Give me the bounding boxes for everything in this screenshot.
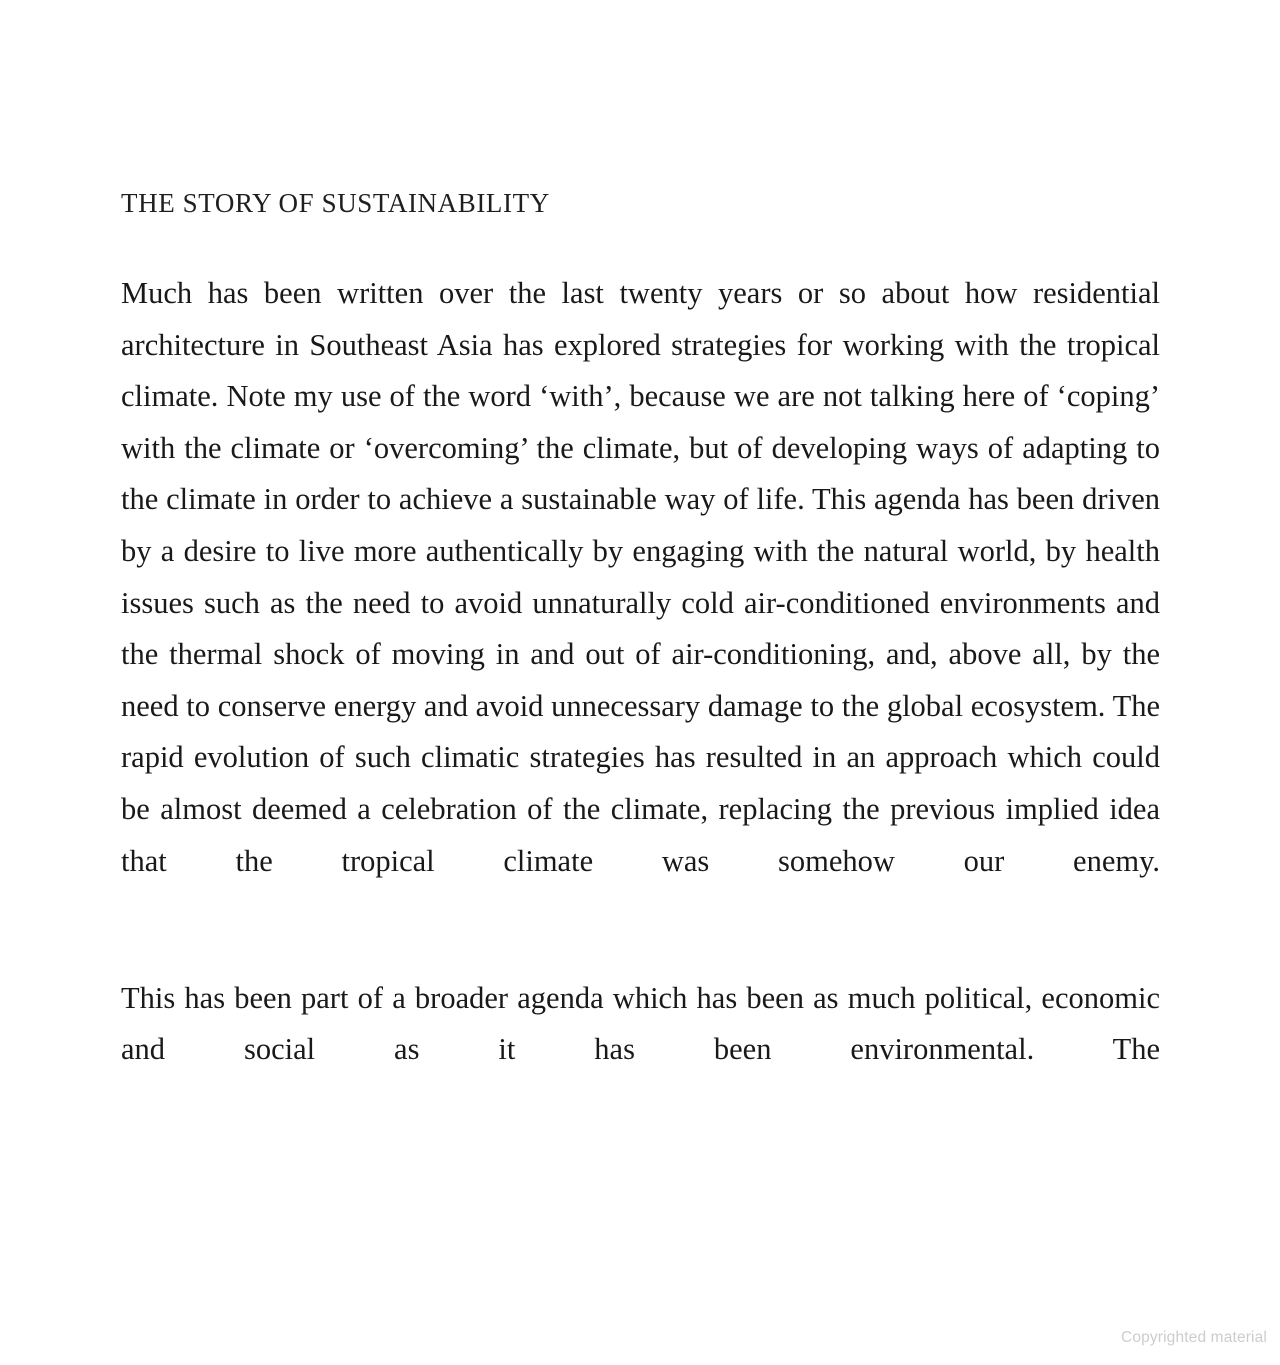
body-text-block [121, 268, 1160, 1128]
paragraph: This has been part of a broader agenda which has been as much political, economic and social as it has been environmental. The [121, 980, 1160, 1067]
copyright-notice: Copyrighted material [1120, 1329, 1267, 1346]
page-title: THE STORY OF SUSTAINABILITY [121, 188, 550, 218]
paragraph: Much has been written over the last twenty years or so about how residential architecture in Southeast Asia has explored strategies for working with the tropical climate. Note my use of the word ‘with’, because we are not talking here of ‘coping’ with the climate or ‘overcoming’ the climate, but of developing ways of adapting to the climate in order to achieve a sustainable way of life. This agenda has been driven by a desire to live more authentically by engaging with the natural world, by health issues such as the need to avoid unnaturally cold air-conditioned environments and the thermal shock of moving in and out of air-conditioning, and, above all, by the need to conserve energy and avoid unnecessary damage to the global ecosystem. The rapid evolution of such climatic strategies has resulted in an approach which could be almost deemed a celebration of the climate, replacing the previous implied idea that the tropical climate was somehow our enemy. [121, 276, 1160, 878]
